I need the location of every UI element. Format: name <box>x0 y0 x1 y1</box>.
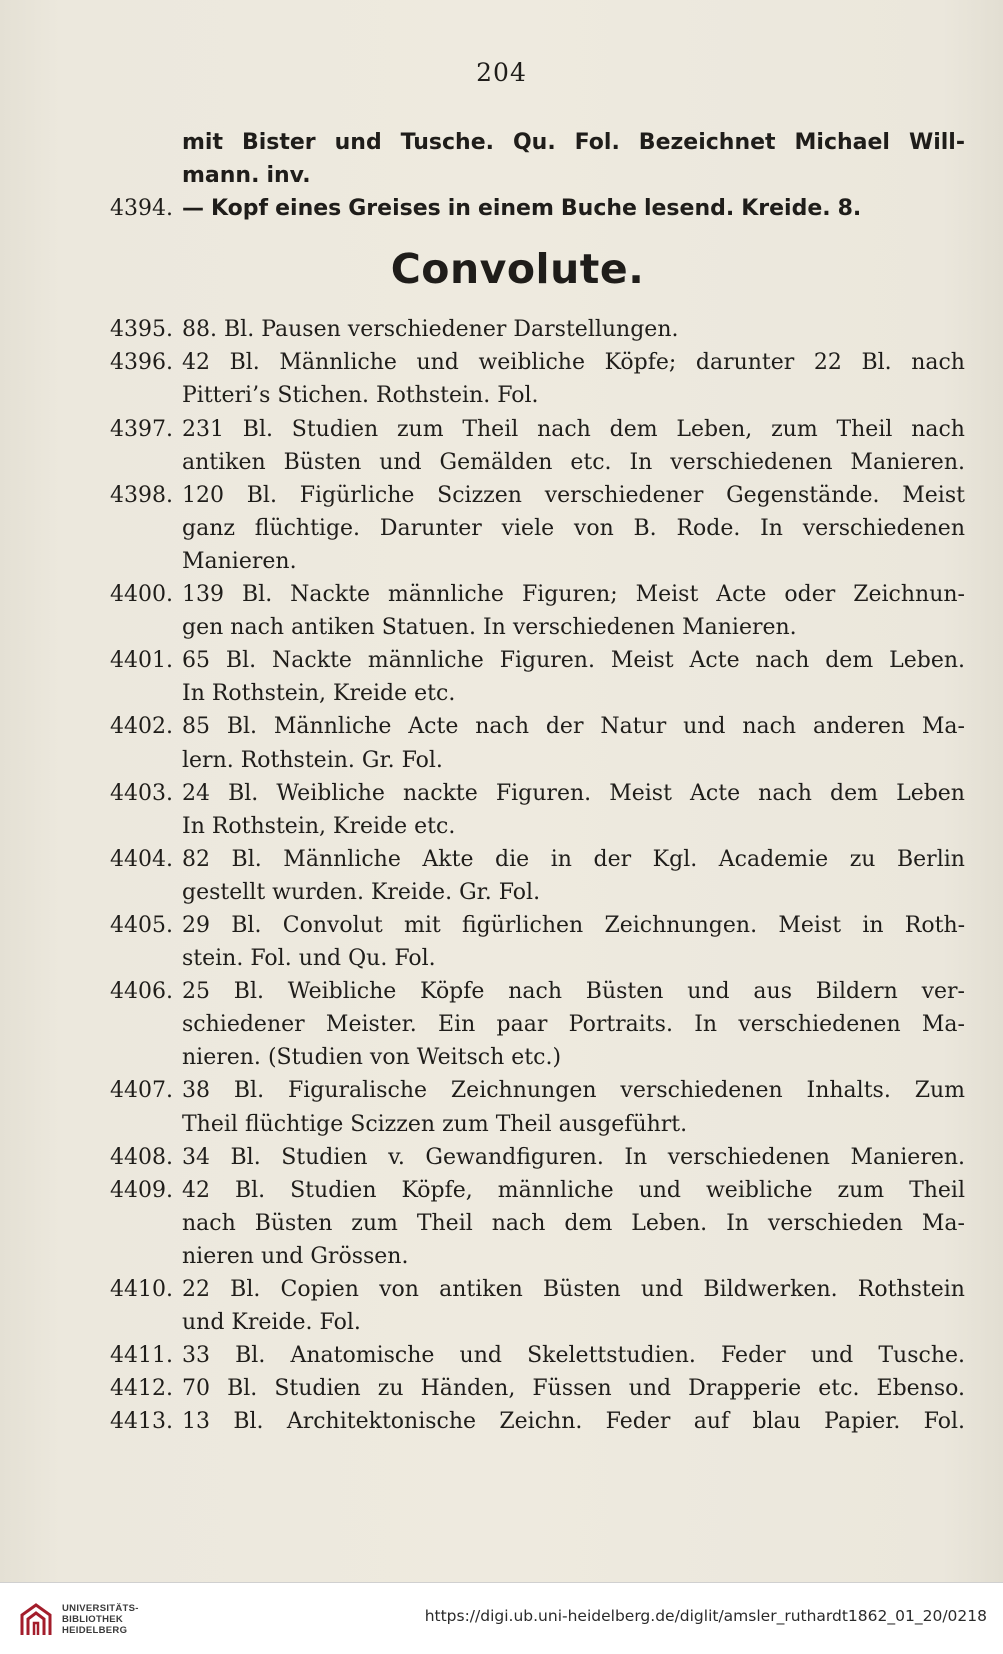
entry-number: 4410. <box>110 1277 173 1302</box>
entry-number: 4404. <box>110 846 173 872</box>
entry-number: 4408. <box>110 1144 173 1170</box>
entry-number: 4411. <box>110 1343 173 1369</box>
library-name <box>62 1603 139 1636</box>
catalog-entry-line: Theil flüchtige Scizzen zum Theil ausgeführt. <box>182 1111 688 1137</box>
catalog-entry-line: Manieren. <box>182 548 297 574</box>
catalog-entry-line: mann. inv. <box>182 163 311 189</box>
catalog-entry-line: stein. Fol. und Qu. Fol. <box>182 946 436 972</box>
catalog-entry-first-line: 4406. 25 Bl. Weibliche Köpfe nach Büsten und aus Bildern ver- <box>110 975 965 1008</box>
catalog-entry-first-line: 4407. 38 Bl. Figuralische Zeichnungen verschiedenen Inhalts. Zum <box>110 1074 965 1107</box>
catalog-entry-line: nieren und Grössen. <box>182 1243 409 1269</box>
viewer-footer <box>0 1582 1003 1654</box>
catalog-entry-first-line: 4396. 42 Bl. Männliche und weibliche Köpfe; darunter 22 Bl. nach <box>110 346 965 379</box>
library-name-line2: BIBLIOTHEK <box>62 1614 124 1625</box>
entry-number: 4403. <box>110 780 173 806</box>
catalog-entry-first-line: 4409. 42 Bl. Studien Köpfe, männliche und weibliche zum Theil <box>110 1174 965 1207</box>
entry-number: 4405. <box>110 912 173 938</box>
entry-number: 4412. <box>110 1376 173 1402</box>
library-name-line1: UNIVERSITÄTS- <box>62 1603 139 1614</box>
catalog-entry-line: gestellt wurden. Kreide. Gr. Fol. <box>182 879 541 905</box>
catalog-entry-first-line: 4411. 33 Bl. Anatomische und Skelettstudien. Feder und Tusche. <box>110 1339 965 1372</box>
heidelberg-university-library-logo-icon <box>18 1601 54 1639</box>
entry-number: 4396. <box>110 350 173 376</box>
catalog-entry-line: mit Bister und Tusche. Qu. Fol. Bezeichnet Michael Will- <box>182 130 965 155</box>
catalog-entry-line: In Rothstein, Kreide etc. <box>182 681 456 707</box>
entry-number: 4406. <box>110 979 173 1005</box>
catalog-entry-first-line: 4413. 13 Bl. Architektonische Zeichn. Feder auf blau Papier. Fol. <box>110 1405 965 1438</box>
entry-number: 4407. <box>110 1078 173 1104</box>
entry-number: 4401. <box>110 648 173 674</box>
catalog-entry-first-line: 4398. 120 Bl. Figürliche Scizzen verschiedener Gegenstände. Meist <box>110 479 965 512</box>
catalog-entry-first-line: 4402. 85 Bl. Männliche Acte nach der Natur und nach anderen Ma- <box>110 710 965 743</box>
catalog-entry-line: Pitteri’s Stichen. Rothstein. Fol. <box>182 383 539 409</box>
entry-number: 4397. <box>110 416 173 442</box>
entry-number: 4402. <box>110 714 173 740</box>
catalog-entry-first-line: 4394. — Kopf eines Greises in einem Buche lesend. Kreide. 8. <box>110 192 965 225</box>
catalog-entry-line: nieren. (Studien von Weitsch etc.) <box>182 1045 562 1071</box>
catalog-entry-first-line: 4404. 82 Bl. Männliche Akte die in der Kgl. Academie zu Berlin <box>110 843 965 876</box>
catalog-entry-line: schiedener Meister. Ein paar Portraits. In verschiedenen Ma- <box>182 1012 965 1038</box>
library-name-line3: HEIDELBERG <box>62 1625 128 1636</box>
catalog-entry-first-line: 4401. 65 Bl. Nackte männliche Figuren. Meist Acte nach dem Leben. <box>110 644 965 677</box>
catalog-entry-line: und Kreide. Fol. <box>182 1310 361 1336</box>
document-url-link[interactable]: https://digi.ub.uni-heidelberg.de/diglit/amsler_ruthardt1862_01_20/0218 <box>424 1607 987 1625</box>
entry-number: 4413. <box>110 1409 173 1435</box>
catalog-entry-first-line: 4400. 139 Bl. Nackte männliche Figuren; Meist Acte oder Zeichnun- <box>110 578 965 611</box>
entry-number: 4394. <box>110 196 173 222</box>
entry-number: 4395. <box>110 317 173 343</box>
catalog-entry-first-line: 4412. 70 Bl. Studien zu Händen, Füssen und Drapperie etc. Ebenso. <box>110 1372 965 1405</box>
catalog-entry-first-line: 4397. 231 Bl. Studien zum Theil nach dem Leben, zum Theil nach <box>110 413 965 446</box>
page-number: 204 <box>476 58 527 87</box>
section-heading: Convolute. <box>390 245 645 294</box>
catalog-entry-line: lern. Rothstein. Gr. Fol. <box>182 747 443 773</box>
catalog-entry-first-line: 4395. 88. Bl. Pausen verschiedener Darstellungen. <box>110 313 965 346</box>
entry-number: 4400. <box>110 582 173 608</box>
catalog-entry-first-line: 4408. 34 Bl. Studien v. Gewandfiguren. In verschiedenen Manieren. <box>110 1141 965 1174</box>
catalog-entry-first-line: 4405. 29 Bl. Convolut mit figürlichen Zeichnungen. Meist in Roth- <box>110 909 965 942</box>
catalog-entry-line: In Rothstein, Kreide etc. <box>182 813 456 839</box>
catalog-entry-line: gen nach antiken Statuen. In verschiedenen Manieren. <box>182 615 797 641</box>
catalog-entry-line: nach Büsten zum Theil nach dem Leben. In verschieden Ma- <box>182 1210 965 1236</box>
entry-number: 4398. <box>110 482 173 508</box>
catalog-entry-line: antiken Büsten und Gemälden etc. In verschiedenen Manieren. <box>182 449 965 475</box>
entry-number: 4409. <box>110 1177 173 1203</box>
catalog-entry-line: ganz flüchtige. Darunter viele von B. Rode. In verschiedenen <box>182 515 965 541</box>
catalog-entry-first-line: 4410. 22 Bl. Copien von antiken Büsten und Bildwerken. Rothstein <box>110 1273 965 1306</box>
catalog-entry-first-line: 4403. 24 Bl. Weibliche nackte Figuren. Meist Acte nach dem Leben <box>110 777 965 810</box>
catalog-entries <box>110 126 965 1438</box>
